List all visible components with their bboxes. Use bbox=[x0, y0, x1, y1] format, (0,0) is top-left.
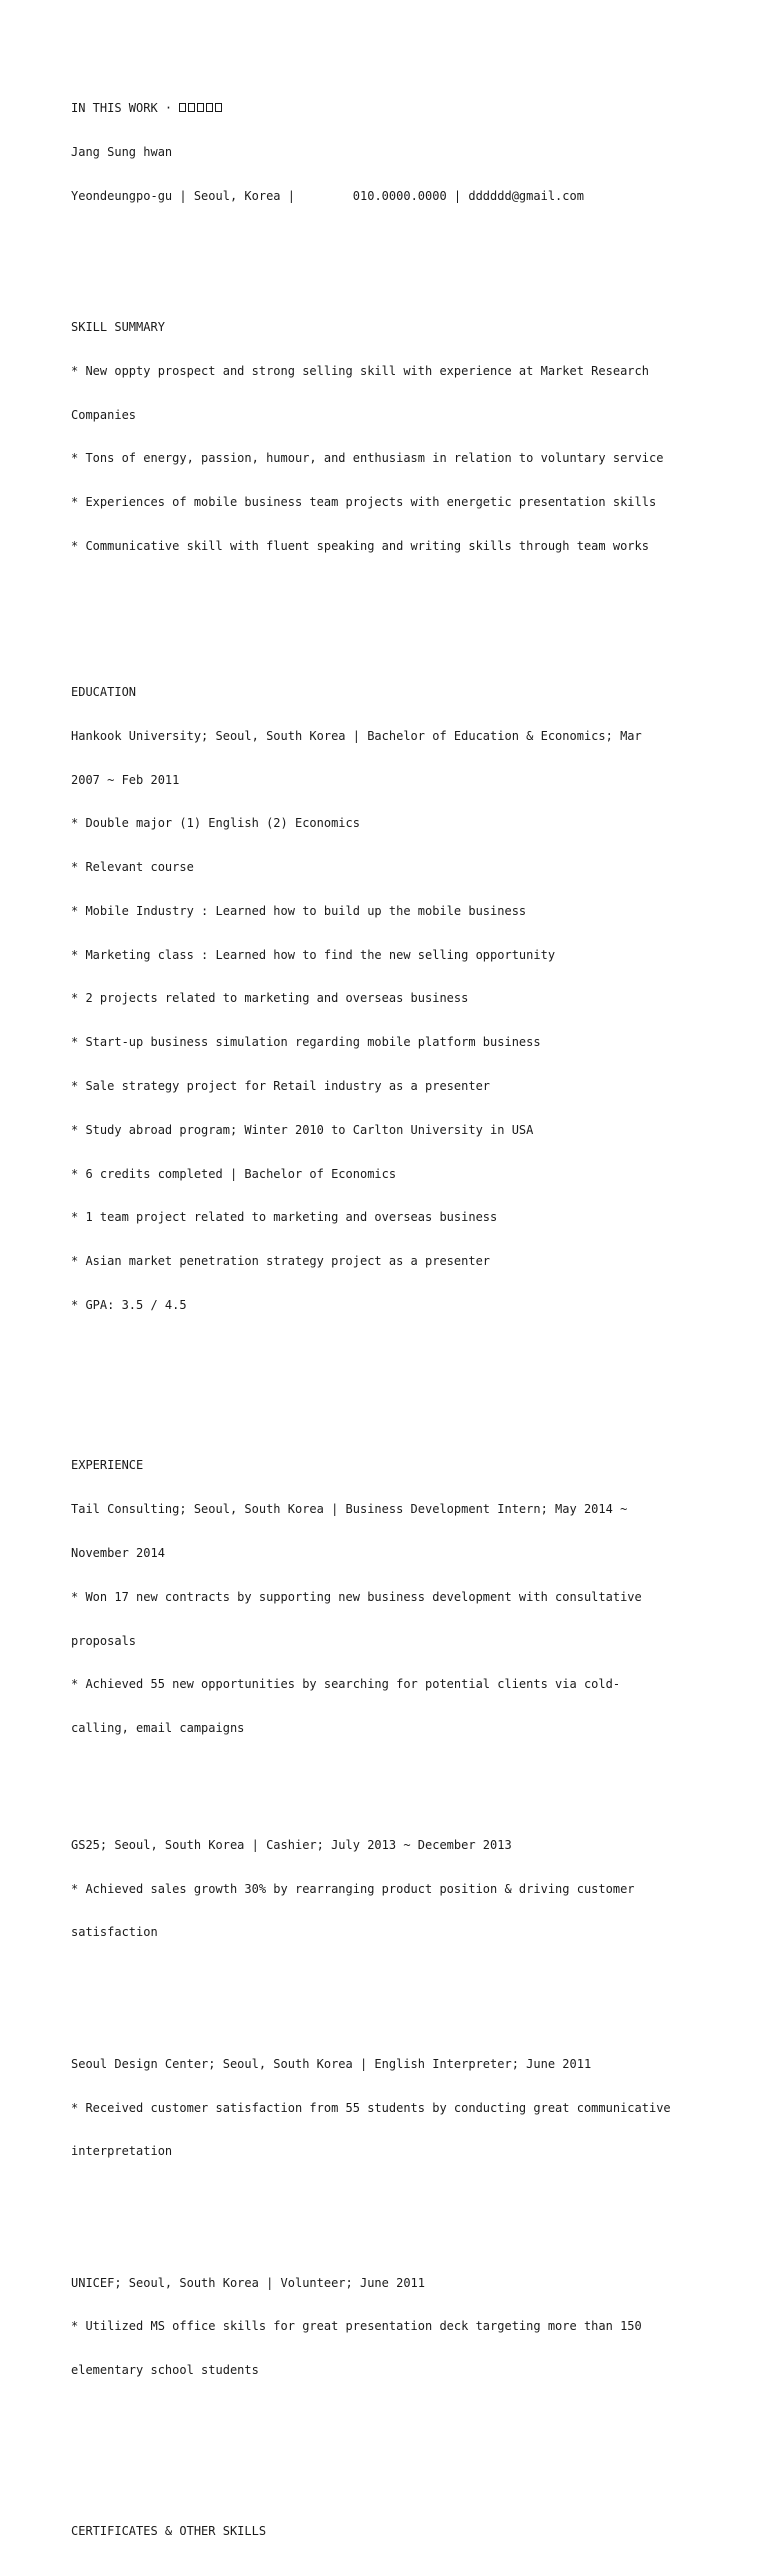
skill-item: * Experiences of mobile business team projects with energetic presentation skills bbox=[71, 495, 657, 510]
education-school: Hankook University; Seoul, South Korea | Bachelor of Education & Economics; Mar bbox=[71, 728, 642, 743]
education-item: * 6 credits completed | Bachelor of Economics bbox=[71, 1166, 397, 1181]
skill-summary-heading: SKILL SUMMARY bbox=[71, 320, 165, 335]
education-item: * Study abroad program; Winter 2010 to Carlton University in USA bbox=[71, 1122, 534, 1137]
experience-line: UNICEF; Seoul, South Korea | Volunteer; June 2011 bbox=[71, 2275, 426, 2290]
education-item: * Double major (1) English (2) Economics bbox=[71, 816, 360, 831]
education-item: * Relevant course bbox=[71, 860, 194, 875]
contact-spacer bbox=[295, 189, 353, 203]
education-item: * Asian market penetration strategy project as a presenter bbox=[71, 1254, 491, 1269]
experience-line: proposals bbox=[71, 1633, 137, 1648]
skill-item: * New oppty prospect and strong selling skill with experience at Market Research bbox=[71, 363, 649, 378]
resume-title bbox=[71, 101, 711, 116]
experience-line: satisfaction bbox=[71, 1925, 158, 1940]
experience-line: Seoul Design Center; Seoul, South Korea | English Interpreter; June 2011 bbox=[71, 2056, 592, 2071]
education-item: * 2 projects related to marketing and overseas business bbox=[71, 991, 469, 1006]
experience-line: * Received customer satisfaction from 55 students by conducting great communicative bbox=[71, 2100, 671, 2115]
phone-email: 010.0000.0000 | dddddd@gmail.com bbox=[352, 188, 584, 203]
education-item: * GPA: 3.5 / 4.5 bbox=[71, 1297, 187, 1312]
resume-document bbox=[71, 72, 711, 2553]
education-item: * Sale strategy project for Retail industry as a presenter bbox=[71, 1078, 491, 1093]
experience-line: * Achieved 55 new opportunities by searching for potential clients via cold- bbox=[71, 1677, 621, 1692]
resume-title-prefix: IN THIS WORK · bbox=[71, 101, 180, 116]
experience-line: * Achieved sales growth 30% by rearranging product position & driving customer bbox=[71, 1881, 635, 1896]
experience-line: November 2014 bbox=[71, 1546, 165, 1560]
education-item: * 1 team project related to marketing and overseas business bbox=[71, 1210, 498, 1225]
experience-line: interpretation bbox=[71, 2144, 173, 2159]
experience-line: Tail Consulting; Seoul, South Korea | Business Development Intern; May 2014 ~ bbox=[71, 1502, 628, 1517]
skill-item: * Tons of energy, passion, humour, and enthusiasm in relation to voluntary service bbox=[71, 451, 664, 466]
skill-item: Companies bbox=[71, 407, 137, 422]
experience-line: * Won 17 new contracts by supporting new business development with consultative bbox=[71, 1589, 642, 1604]
experience-line: * Utilized MS office skills for great presentation deck targeting more than 150 bbox=[71, 2319, 642, 2334]
missing-glyphs bbox=[179, 101, 224, 115]
applicant-name: Jang Sung hwan bbox=[71, 144, 173, 159]
education-item: * Marketing class : Learned how to find the new selling opportunity bbox=[71, 947, 556, 962]
certificates-heading: CERTIFICATES & OTHER SKILLS bbox=[71, 2523, 267, 2538]
contact-line bbox=[71, 189, 711, 204]
experience-heading: EXPERIENCE bbox=[71, 1458, 144, 1473]
experience-line: calling, email campaigns bbox=[71, 1721, 245, 1736]
education-item: * Mobile Industry : Learned how to build up the mobile business bbox=[71, 903, 527, 918]
skill-item: * Communicative skill with fluent speaking and writing skills through team works bbox=[71, 539, 649, 553]
education-heading: EDUCATION bbox=[71, 684, 137, 699]
experience-line: elementary school students bbox=[71, 2363, 259, 2378]
experience-line: GS25; Seoul, South Korea | Cashier; July 2013 ~ December 2013 bbox=[71, 1837, 512, 1852]
address: Yeondeungpo-gu | Seoul, Korea | bbox=[71, 188, 295, 203]
education-school-dates: 2007 ~ Feb 2011 bbox=[71, 772, 180, 787]
education-item: * Start-up business simulation regarding mobile platform business bbox=[71, 1035, 541, 1050]
